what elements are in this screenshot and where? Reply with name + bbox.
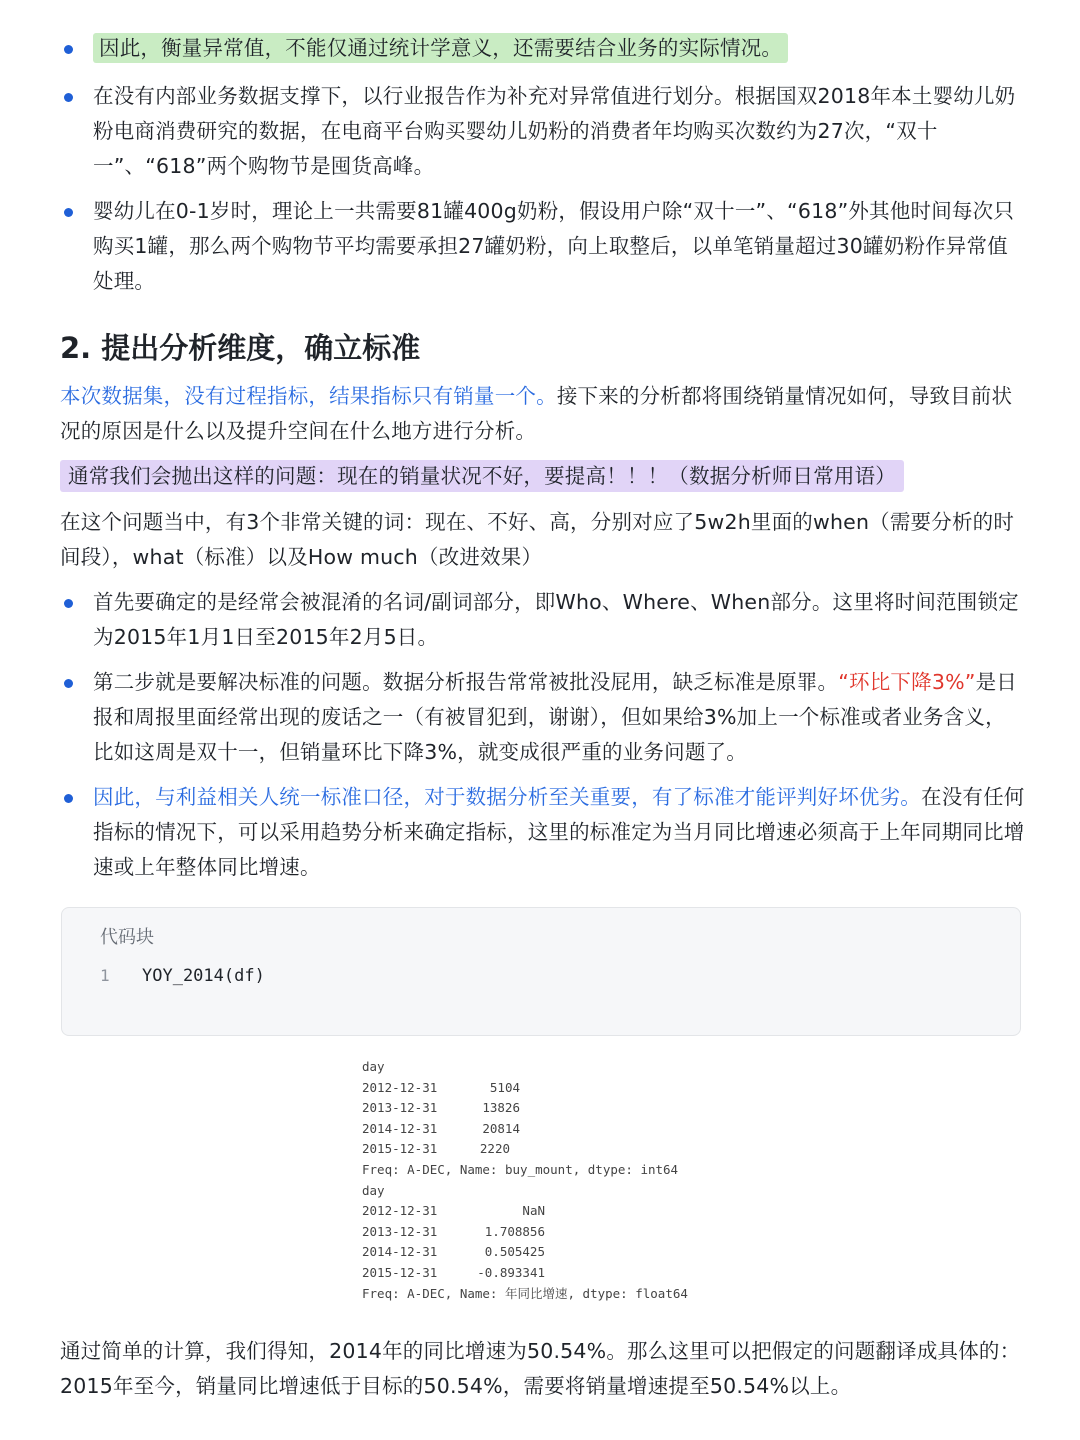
output-date: 2014-12-31 [362,1120,438,1136]
list-item [60,31,1025,66]
output-header: day [362,1059,385,1074]
output-row [360,1078,740,1099]
question-paragraph: 在这个问题当中，有3个非常关键的词：现在、不好、高，分别对应了5w2h里面的when（需要分析的时间段），what（标准）以及How much（改进效果） [60,510,1015,569]
output-row [360,1139,740,1160]
list-item-text-part: 是日报和周报里面经常出现的废话之一（有被冒犯到，谢谢），但如果给3%加上一个标准或者业务含义，比如这周是双十一，但销量环比下降3%，就变成很严重的业务问题了。 [93,670,1017,764]
list-item-text [93,780,1025,885]
highlighted-text: 因此，衡量异常值，不能仅通过统计学意义，还需要结合业务的实际情况。 [93,33,788,63]
code-output [360,1057,740,1304]
output-date: 2012-12-31 [362,1079,438,1095]
code-block[interactable] [61,907,1021,1036]
list-item [60,585,1025,655]
list-item [60,665,1025,770]
list-item-text-part: 第二步就是要解决标准的问题。数据分析报告常常被批没屁用，缺乏标准是原罪。 [93,670,839,694]
output-value: 2220 [479,1141,510,1157]
output-date: 2012-12-31 [362,1203,438,1219]
list-item [60,79,1025,184]
bullet-dot-icon [64,794,73,803]
output-footer: Freq: A-DEC, Name: 年同比增速, dtype: float64 [362,1285,688,1301]
bullet-dot-icon [64,599,73,608]
output-date: 2013-12-31 [362,1100,438,1116]
output-value: 5104 [489,1079,520,1095]
output-footer: Freq: A-DEC, Name: buy_mount, dtype: int64 [362,1161,679,1177]
output-date: 2015-12-31 [362,1264,438,1280]
intro-paragraph [60,379,1025,449]
output-date: 2014-12-31 [362,1244,438,1260]
code-block-label: 代码块 [100,927,154,948]
output-value: 0.505425 [484,1244,545,1260]
intro-emphasis: 本次数据集，没有过程指标，结果指标只有销量一个。 [60,384,557,408]
output-value: -0.893341 [477,1264,545,1280]
list-item [60,780,1025,885]
list-item-text: 首先要确定的是经常会被混淆的名词/副词部分，即Who、Where、When部分。这里将时间范围锁定为2015年1月1日至2015年2月5日。 [93,590,1019,649]
output-date: 2015-12-31 [362,1141,438,1157]
output-header: day [362,1182,385,1198]
section-heading: 2. 提出分析维度，确立标准 [60,331,421,365]
bullet-dot-icon [64,45,73,54]
output-value: 13826 [482,1100,520,1116]
bullet-dot-icon [64,208,73,217]
highlight-callout [60,459,1025,494]
bullet-dot-icon [64,679,73,688]
output-row [360,1242,740,1263]
highlighted-text: 通常我们会抛出这样的问题：现在的销量状况不好，要提高！！！（数据分析师日常用语） [60,460,904,492]
output-row [360,1263,740,1284]
bullet-dot-icon [64,93,73,102]
output-value: 20814 [482,1120,520,1136]
output-row [360,1222,740,1243]
red-emphasis: “环比下降3%” [838,670,976,694]
output-row [360,1119,740,1140]
output-date: 2013-12-31 [362,1223,438,1239]
output-row [360,1098,740,1119]
list-item-text: 婴幼儿在0-1岁时，理论上一共需要81罐400g奶粉，假设用户除“双十一”、“618”外其他时间每次只购买1罐，那么两个购物节平均需要承担27罐奶粉，向上取整后，以单笔销量超过30罐奶粉作异常值处理。 [93,199,1015,293]
list-item-text-part: 在没有任何指标的情况下，可以采用趋势分析来确定指标，这里的标准定为当月同比增速必须高于上年同期同比增速或上年整体同比增速。 [93,785,1025,879]
output-row [360,1201,740,1222]
list-item-text: 在没有内部业务数据支撑下，以行业报告作为补充对异常值进行划分。根据国双2018年本土婴幼儿奶粉电商消费研究的数据，在电商平台购买婴幼儿奶粉的消费者年均购买次数约为27次，“双十一”、“618”两个购物节是囤货高峰。 [93,84,1016,178]
blue-emphasis: 因此，与利益相关人统一标准口径，对于数据分析至关重要，有了标准才能评判好坏优劣。 [93,785,921,809]
code-line-number: 1 [100,966,110,985]
output-value: 1.708856 [484,1223,545,1239]
intro-text: 接下来的分析都将围绕销量情况如何，导致目前状况的原因是什么以及提升空间在什么地方进行分析。 [60,384,1013,443]
code-line: YOY_2014(df) [142,966,265,986]
output-value: NaN [522,1203,545,1219]
list-item [60,194,1025,299]
list-item-text [93,665,1025,770]
conclusion-paragraph: 通过简单的计算，我们得知，2014年的同比增速为50.54%。那么这里可以把假定的问题翻译成具体的：2015年至今，销量同比增速低于目标的50.54%，需要将销量增速提至50.54%以上。 [60,1339,1021,1398]
